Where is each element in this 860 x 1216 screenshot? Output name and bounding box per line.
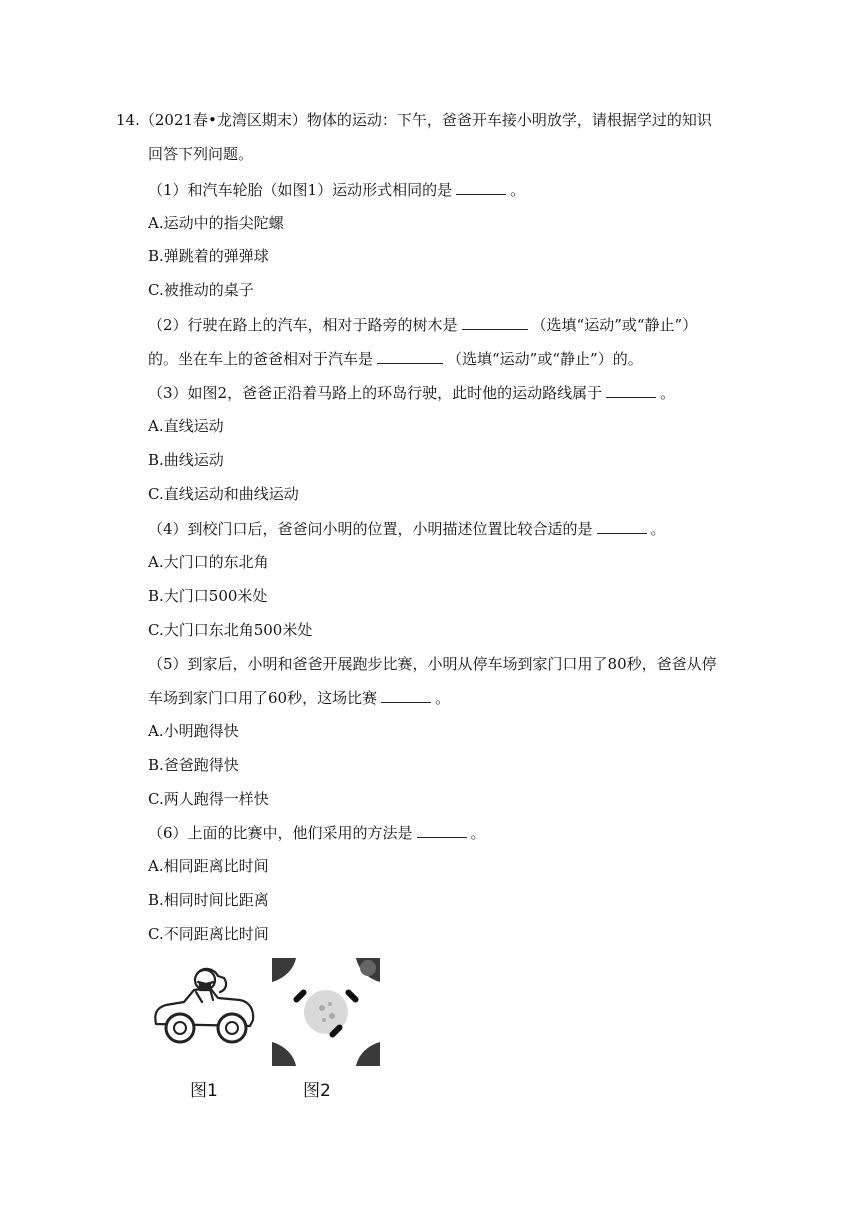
- option-1a: A.运动中的指尖陀螺: [148, 214, 284, 232]
- subquestion-4: [148, 519, 666, 539]
- subquestion-5-line-2: [148, 688, 450, 708]
- subquestion-3-stem: （3）如图2，爸爸正沿着马路上的环岛行驶，此时他的运动路线属于: [148, 384, 603, 402]
- option-3c: C.直线运动和曲线运动: [148, 485, 299, 503]
- subquestion-4-stem: （4）到校门口后，爸爸问小明的位置，小明描述位置比较合适的是: [148, 520, 593, 538]
- subquestion-5-line-1: （5）到家后，小明和爸爸开展跑步比赛，小明从停车场到家门口用了80秒，爸爸从停: [148, 655, 717, 673]
- option-3b: B.曲线运动: [148, 451, 224, 469]
- option-5a: A.小明跑得快: [148, 722, 239, 740]
- option-3a: A.直线运动: [148, 417, 224, 435]
- subquestion-6-end: 。: [470, 824, 486, 842]
- subquestion-6-stem: （6）上面的比赛中，他们采用的方法是: [148, 824, 413, 842]
- answer-blank[interactable]: [606, 383, 656, 398]
- subquestion-1: [148, 180, 525, 200]
- car-figure: [150, 962, 258, 1048]
- subquestion-3-end: 。: [660, 384, 676, 402]
- subquestion-3: [148, 383, 675, 403]
- subquestion-5-end: 。: [435, 689, 451, 707]
- answer-blank[interactable]: [377, 349, 443, 364]
- answer-blank[interactable]: [417, 823, 467, 838]
- subquestion-4-end: 。: [650, 520, 666, 538]
- subquestion-1-stem: （1）和汽车轮胎（如图1）运动形式相同的是: [148, 181, 453, 199]
- figure-1-caption: 图1: [190, 1081, 218, 1101]
- question-stem-line-2: 回答下列问题。: [148, 145, 254, 163]
- subquestion-1-end: 。: [510, 181, 526, 199]
- option-1c: C.被推动的桌子: [148, 281, 254, 299]
- option-4c: C.大门口东北角500米处: [148, 621, 313, 639]
- answer-blank[interactable]: [462, 315, 528, 330]
- option-6b: B.相同时间比距离: [148, 891, 269, 909]
- question-stem-line-1: 14.（2021春•龙湾区期末）物体的运动：下午，爸爸开车接小明放学，请根据学过的知识: [116, 111, 712, 129]
- roundabout-figure: [272, 958, 380, 1066]
- option-6c: C.不同距离比时间: [148, 925, 269, 943]
- subquestion-2-hint-2: （选填“运动”或“静止”）的。: [447, 350, 643, 368]
- figure-2-caption: 图2: [303, 1081, 331, 1101]
- option-5b: B.爸爸跑得快: [148, 756, 239, 774]
- option-4b: B.大门口500米处: [148, 587, 268, 605]
- answer-blank[interactable]: [597, 519, 647, 534]
- answer-blank[interactable]: [381, 688, 431, 703]
- subquestion-2-hint: （选填“运动”或“静止”）: [531, 316, 698, 334]
- subquestion-5-stem: 车场到家门口用了60秒，这场比赛: [148, 689, 378, 707]
- answer-blank[interactable]: [456, 180, 506, 195]
- subquestion-2-line-2: [148, 349, 643, 369]
- subquestion-6: [148, 823, 486, 843]
- option-6a: A.相同距离比时间: [148, 857, 269, 875]
- subquestion-2-line-1: [148, 315, 697, 335]
- option-4a: A.大门口的东北角: [148, 553, 269, 571]
- subquestion-2-stem: （2）行驶在路上的汽车，相对于路旁的树木是: [148, 316, 458, 334]
- option-5c: C.两人跑得一样快: [148, 790, 269, 808]
- option-1b: B.弹跳着的弹弹球: [148, 247, 269, 265]
- subquestion-2-stem-2: 的。坐在车上的爸爸相对于汽车是: [148, 350, 374, 368]
